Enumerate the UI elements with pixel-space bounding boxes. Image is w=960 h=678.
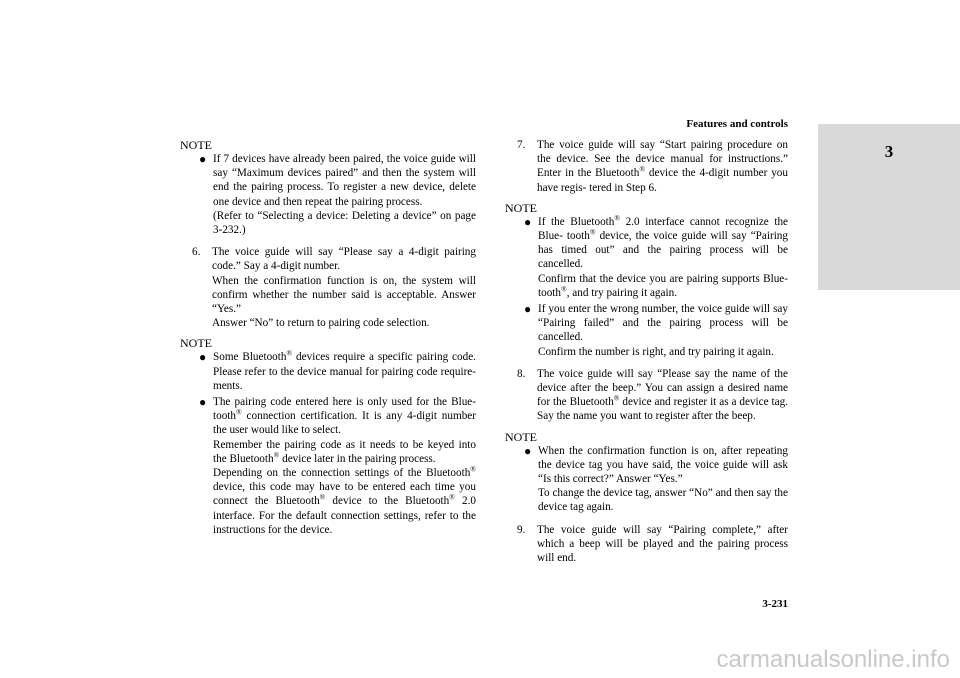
registered-mark: ® <box>639 164 646 174</box>
registered-mark: ® <box>236 407 242 417</box>
registered-mark: ® <box>561 284 567 294</box>
step-text: The voice guide will say “Pairing complete,” after which a beep will be played and the pairing process will end. <box>537 523 788 565</box>
note-bullet <box>505 215 788 300</box>
step-text: The voice guide will say “Please say a 4-digit pairing code.” Say a 4-digit number. <box>212 246 476 273</box>
registered-mark: ® <box>286 348 293 358</box>
note-text: To change the device tag, answer “No” and then say the device tag again. <box>538 487 788 514</box>
step-text: When the confirmation function is on, the system will confirm whether the number said is acceptable. Answer “Yes.” <box>212 274 476 316</box>
note-heading: NOTE <box>505 200 537 215</box>
note-text: Remember the pairing code as it needs to be keyed into the Bluetooth® device later in the pairing process. <box>213 438 476 465</box>
note-text: When the confirmation function is on, after repeating the device tag you have said, the voice guide will ask “Is this correct?” Answer “Yes.” <box>538 444 788 486</box>
step-6 <box>180 245 476 330</box>
registered-mark: ® <box>319 492 326 502</box>
note-heading: NOTE <box>180 336 212 351</box>
note-text: Some Bluetooth® devices require a specific pairing code. Please refer to the device manual for pairing code require- ments. <box>213 348 476 392</box>
left-column <box>180 138 476 539</box>
bullet-icon: ● <box>524 214 532 229</box>
note-bullet <box>180 350 476 393</box>
bullet-icon: ● <box>199 395 207 410</box>
step-number: 6. <box>192 246 201 259</box>
note-heading: NOTE <box>505 429 537 444</box>
step-7 <box>505 138 788 195</box>
registered-mark: ® <box>449 492 455 502</box>
bullet-icon: ● <box>524 443 532 458</box>
right-column <box>505 138 788 571</box>
step-text: Answer “No” to return to pairing code selection. <box>212 317 430 330</box>
note-bullet <box>505 444 788 515</box>
registered-mark: ® <box>470 464 476 474</box>
note-bullet <box>180 395 476 537</box>
note-text: If 7 devices have already been paired, the voice guide will say “Maximum devices paired” and then the system will end the pairing process. To register a new device, delete one device and then repeat the pairing process. <box>213 153 476 208</box>
note-text: If the Bluetooth® 2.0 interface cannot recognize the Blue- tooth® device, the voice guide will say “Pairing has timed out” and the pairing process will be cancelled. <box>538 213 789 271</box>
note-bullet <box>505 302 788 359</box>
note-text: Confirm the number is right, and try pairing it again. <box>538 345 774 358</box>
page-number: 3-231 <box>762 598 788 610</box>
step-number: 7. <box>517 139 526 151</box>
registered-mark: ® <box>613 393 620 403</box>
note-bullet <box>180 152 476 237</box>
bullet-icon: ● <box>199 152 207 166</box>
step-9 <box>505 523 788 566</box>
note-text: If you enter the wrong number, the voice guide will say “Pairing failed” and the pairing process will be cancelled. <box>538 303 788 344</box>
bullet-icon: ● <box>524 302 532 317</box>
page-header-title: Features and controls <box>686 118 788 130</box>
registered-mark: ® <box>614 213 621 223</box>
note-text: Depending on the connection settings of the Bluetooth® device, this code may have to be entered each time you connect the Bluetooth® device to the Bluetooth® 2.0 interface. For the default connection settings, refer to the instructions for the device. <box>213 464 476 536</box>
bullet-icon: ● <box>199 350 207 365</box>
note-text: The pairing code entered here is only used for the Blue- tooth® connection certification. It is any 4-digit number the user would like to select. <box>213 396 476 437</box>
registered-mark: ® <box>589 227 596 237</box>
step-8 <box>505 367 788 424</box>
step-text: The voice guide will say “Please say the name of the device after the beep.” You can assign a desired name for the Bluetooth® device and register it as a device tag. Say the name you want to register after the beep. <box>537 367 788 423</box>
step-number: 8. <box>517 367 526 380</box>
note-text: Confirm that the device you are pairing supports Blue- tooth®, and try pairing it again. <box>538 272 788 299</box>
registered-mark: ® <box>273 450 280 460</box>
watermark: carmanualsonline.info <box>716 646 950 673</box>
step-number: 9. <box>517 523 526 536</box>
chapter-tab-number: 3 <box>884 142 894 161</box>
note-text: (Refer to “Selecting a device: Deleting a device” on page 3-232.) <box>213 209 476 237</box>
note-heading: NOTE <box>180 138 212 152</box>
step-text: The voice guide will say “Start pairing procedure on the device. See the device manual for instructions.” Enter in the Bluetooth® device the 4-digit number you have regis- tered in Step 6. <box>537 139 788 194</box>
